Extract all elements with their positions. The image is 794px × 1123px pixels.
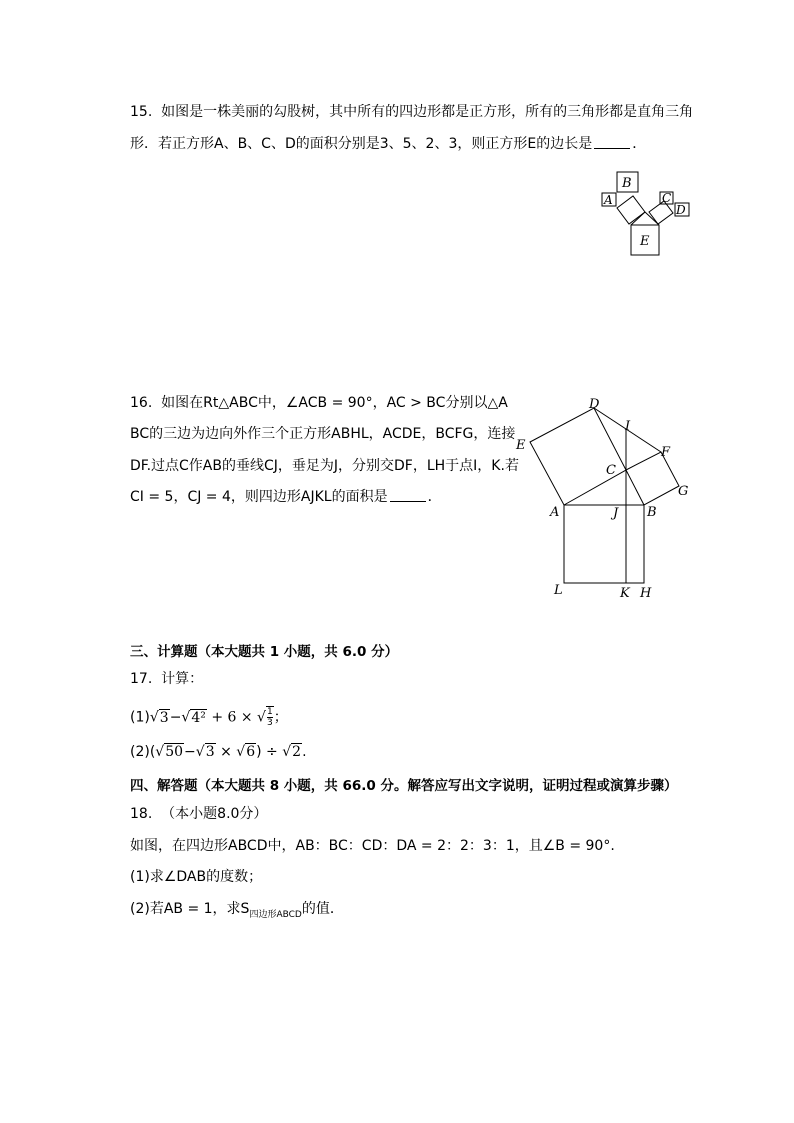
q15-number: 15. bbox=[130, 104, 153, 120]
q17-part1: (1)√3−√4² + 6 × √ $\frac{1}{3}$ ； bbox=[130, 707, 288, 728]
label-C: C bbox=[606, 463, 616, 478]
sqrt-50: 50 bbox=[165, 744, 184, 760]
denominator: 3 bbox=[266, 718, 273, 728]
q16-line4 bbox=[130, 487, 442, 507]
label-L: L bbox=[554, 583, 563, 598]
q15-line2 bbox=[130, 134, 646, 154]
label-E: E bbox=[640, 234, 650, 249]
tree-link bbox=[645, 212, 659, 225]
sqrt-3: 3 bbox=[205, 744, 215, 760]
q18-number: 18. bbox=[130, 806, 153, 822]
three-squares-figure bbox=[508, 392, 708, 604]
q18-score: （本小题8.0分） bbox=[161, 806, 268, 822]
end-mark: . bbox=[302, 744, 307, 760]
q17-line1 bbox=[130, 669, 203, 689]
end-mark: ； bbox=[273, 709, 288, 726]
answer-blank bbox=[594, 134, 630, 149]
q15-end: ． bbox=[632, 136, 647, 152]
q18-line2: 如图，在四边形ABCD中，AB：BC：CD：DA = 2：2：3：1，且∠B = 90°. bbox=[130, 838, 615, 854]
q16-text-2: BC的三边为边向外作三个正方形ABHL，ACDE，BCFG，连接 bbox=[130, 426, 516, 442]
q15-line1 bbox=[130, 102, 693, 122]
label-D: D bbox=[676, 203, 686, 217]
label-D: D bbox=[589, 397, 600, 412]
numerator: 1 bbox=[266, 707, 273, 717]
part-label: (2)( bbox=[130, 744, 156, 760]
square-ACDE bbox=[530, 408, 626, 505]
square-left-mid bbox=[617, 196, 645, 224]
q16-end: ． bbox=[427, 489, 442, 505]
q15-text-1: 如图是一株美丽的勾股树，其中所有的四边形都是正方形，所有的三角形都是直角三角 bbox=[161, 104, 694, 120]
q17-number: 17. bbox=[130, 671, 153, 687]
fraction bbox=[267, 707, 273, 728]
q18-part2-subscript: 四边形ABCD bbox=[249, 909, 302, 920]
q18-line1 bbox=[130, 804, 267, 824]
q16-number: 16. bbox=[130, 395, 153, 411]
label-A: A bbox=[604, 193, 613, 207]
label-F: F bbox=[661, 445, 671, 460]
label-I: I bbox=[625, 419, 631, 434]
section-3-title: 三、计算题（本大题共 1 小题，共 6.0 分） bbox=[130, 644, 399, 660]
sqrt-4-squared: 4² bbox=[191, 709, 206, 726]
times-sign: × bbox=[220, 744, 232, 760]
q18-part2 bbox=[130, 899, 344, 925]
q16-line3 bbox=[130, 456, 519, 476]
square-BCFG bbox=[626, 452, 679, 505]
divide-sign: ) ÷ bbox=[256, 744, 278, 760]
q18-part2-a: (2)若AB = 1，求S bbox=[130, 901, 250, 917]
q16-text-1: 如图在Rt△ABC中，∠ACB = 90°，AC > BC分别以△A bbox=[161, 395, 508, 411]
pythagoras-tree-figure bbox=[598, 168, 698, 262]
q18-part1: (1)求∠DAB的度数； bbox=[130, 869, 263, 885]
label-H: H bbox=[640, 586, 652, 601]
plus-six-times: + 6 × bbox=[211, 709, 253, 726]
sqrt-3: 3 bbox=[159, 709, 169, 726]
q17-part2: (2)(√50−√3 × √6) ÷ √2. bbox=[130, 744, 307, 760]
sqrt-2: 2 bbox=[292, 744, 302, 760]
label-B: B bbox=[622, 176, 632, 191]
label-K: K bbox=[620, 586, 630, 601]
q16-line1 bbox=[130, 393, 508, 413]
q16-line2 bbox=[130, 424, 515, 444]
q16-text-3: DF.过点C作AB的垂线CJ，垂足为J，分别交DF，LH于点I，K.若 bbox=[130, 458, 519, 474]
label-E: E bbox=[516, 438, 526, 453]
label-G: G bbox=[678, 484, 689, 499]
label-A: A bbox=[550, 505, 560, 520]
sqrt-6: 6 bbox=[246, 744, 256, 760]
q17-title: 计算： bbox=[161, 671, 204, 687]
answer-blank bbox=[390, 487, 426, 502]
sqrt-fraction bbox=[266, 706, 274, 728]
q15-text-2: 形．若正方形A、B、C、D的面积分别是3、5、2、3，则正方形E的边长是 bbox=[130, 136, 593, 152]
q18-part2-b: 的值． bbox=[301, 901, 344, 917]
tree-link bbox=[631, 212, 645, 225]
label-J: J bbox=[613, 506, 619, 521]
square-ABHL bbox=[564, 505, 644, 583]
minus-sign: − bbox=[169, 709, 182, 726]
minus-sign: − bbox=[184, 744, 196, 760]
label-B: B bbox=[647, 505, 657, 520]
part-label: (1) bbox=[130, 709, 150, 726]
section-4-title: 四、解答题（本大题共 8 小题，共 66.0 分。解答应写出文字说明，证明过程或演算步骤） bbox=[130, 778, 678, 794]
q16-text-4: CI = 5，CJ = 4，则四边形AJKL的面积是 bbox=[130, 489, 388, 505]
label-C: C bbox=[662, 191, 672, 205]
